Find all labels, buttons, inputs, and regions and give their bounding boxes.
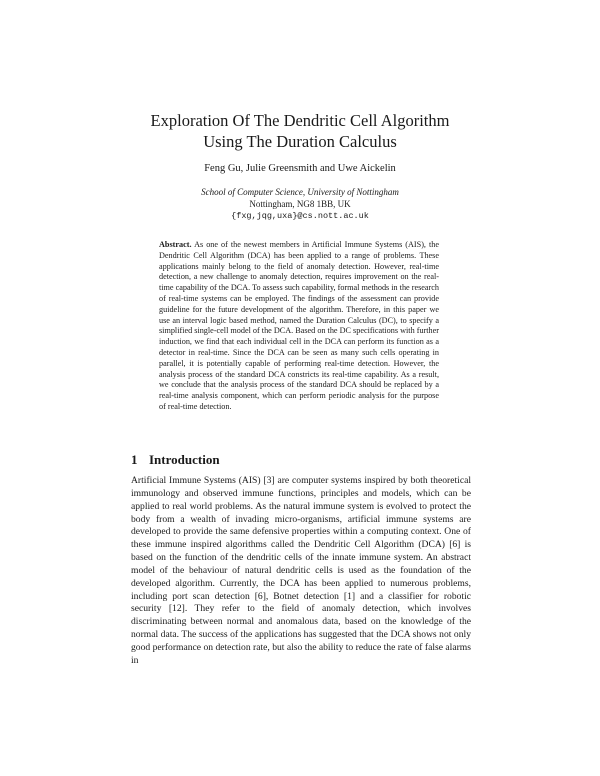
affiliation-institution: School of Computer Science, University of Nottingham (201, 187, 399, 197)
section-number: 1 (131, 452, 138, 467)
author-list: Feng Gu, Julie Greensmith and Uwe Aickelin (204, 163, 396, 174)
title-line-2: Using The Duration Calculus (203, 132, 397, 151)
abstract-text: As one of the newest members in Artificial Immune Systems (AIS), the Dendritic Cell Algorithm (DCA) has been applied to a range of problems. These applications mainly belong to the field of anomaly detection. However, real-time detection, a new challenge to anomaly detection, requires improvement on the real-time capability of the DCA. To assess such capability, formal methods in the research of real-time systems can be employed. The findings of the assessment can provide guideline for the future development of the algorithm. Therefore, in this paper we use an interval logic based method, named the Duration Calculus (DC), to specify a simplified single-cell model of the DCA. Based on the DC specifications with further induction, we find that each individual cell in the DCA can perform its function as a detector in real-time. Since the DCA can be seen as many such cells operating in parallel, it is potentially capable of performing real-time detection. However, the analysis process of the standard DCA constricts its real-time capability. As a result, we conclude that the analysis process of the standard DCA should be replaced by a real-time analysis component, which can perform periodic analysis for the purpose of real-time detection. (159, 240, 440, 411)
section-title: Introduction (149, 452, 220, 467)
author-email: {fxg,jqg,uxa}@cs.nott.ac.uk (231, 211, 369, 221)
abstract-label: Abstract. (159, 240, 192, 249)
affiliation-block (0, 186, 600, 222)
affiliation-address: Nottingham, NG8 1BB, UK (249, 199, 351, 209)
abstract-block (159, 240, 439, 413)
section-heading (131, 452, 220, 468)
paper-title (0, 110, 600, 152)
introduction-paragraph: Artificial Immune Systems (AIS) [3] are computer systems inspired by both theoretical immunology and observed immune functions, principles and models, which can be applied to real world problems. As the natural immune system is evolved to protect the body from a wealth of invading micro-organisms, artificial immune systems are developed to provide the same defensive properties within a computing context. One of these immune inspired algorithms called the Dendritic Cell Algorithm (DCA) [6] is based on the function of the dendritic cells of the innate immune system. An abstract model of the behaviour of natural dendritic cells is used as the foundation of the developed algorithm. Currently, the DCA has been applied to numerous problems, including port scan detection [6], Botnet detection [1] and a classifier for robotic security [12]. They refer to the field of anomaly detection, which involves discriminating between normal and anomalous data, based on the knowledge of the normal data. The success of the applications has suggested that the DCA shows not only good performance on detection rate, but also the ability to reduce the rate of false alarms in (131, 475, 471, 666)
title-line-1: Exploration Of The Dendritic Cell Algorithm (150, 111, 450, 130)
